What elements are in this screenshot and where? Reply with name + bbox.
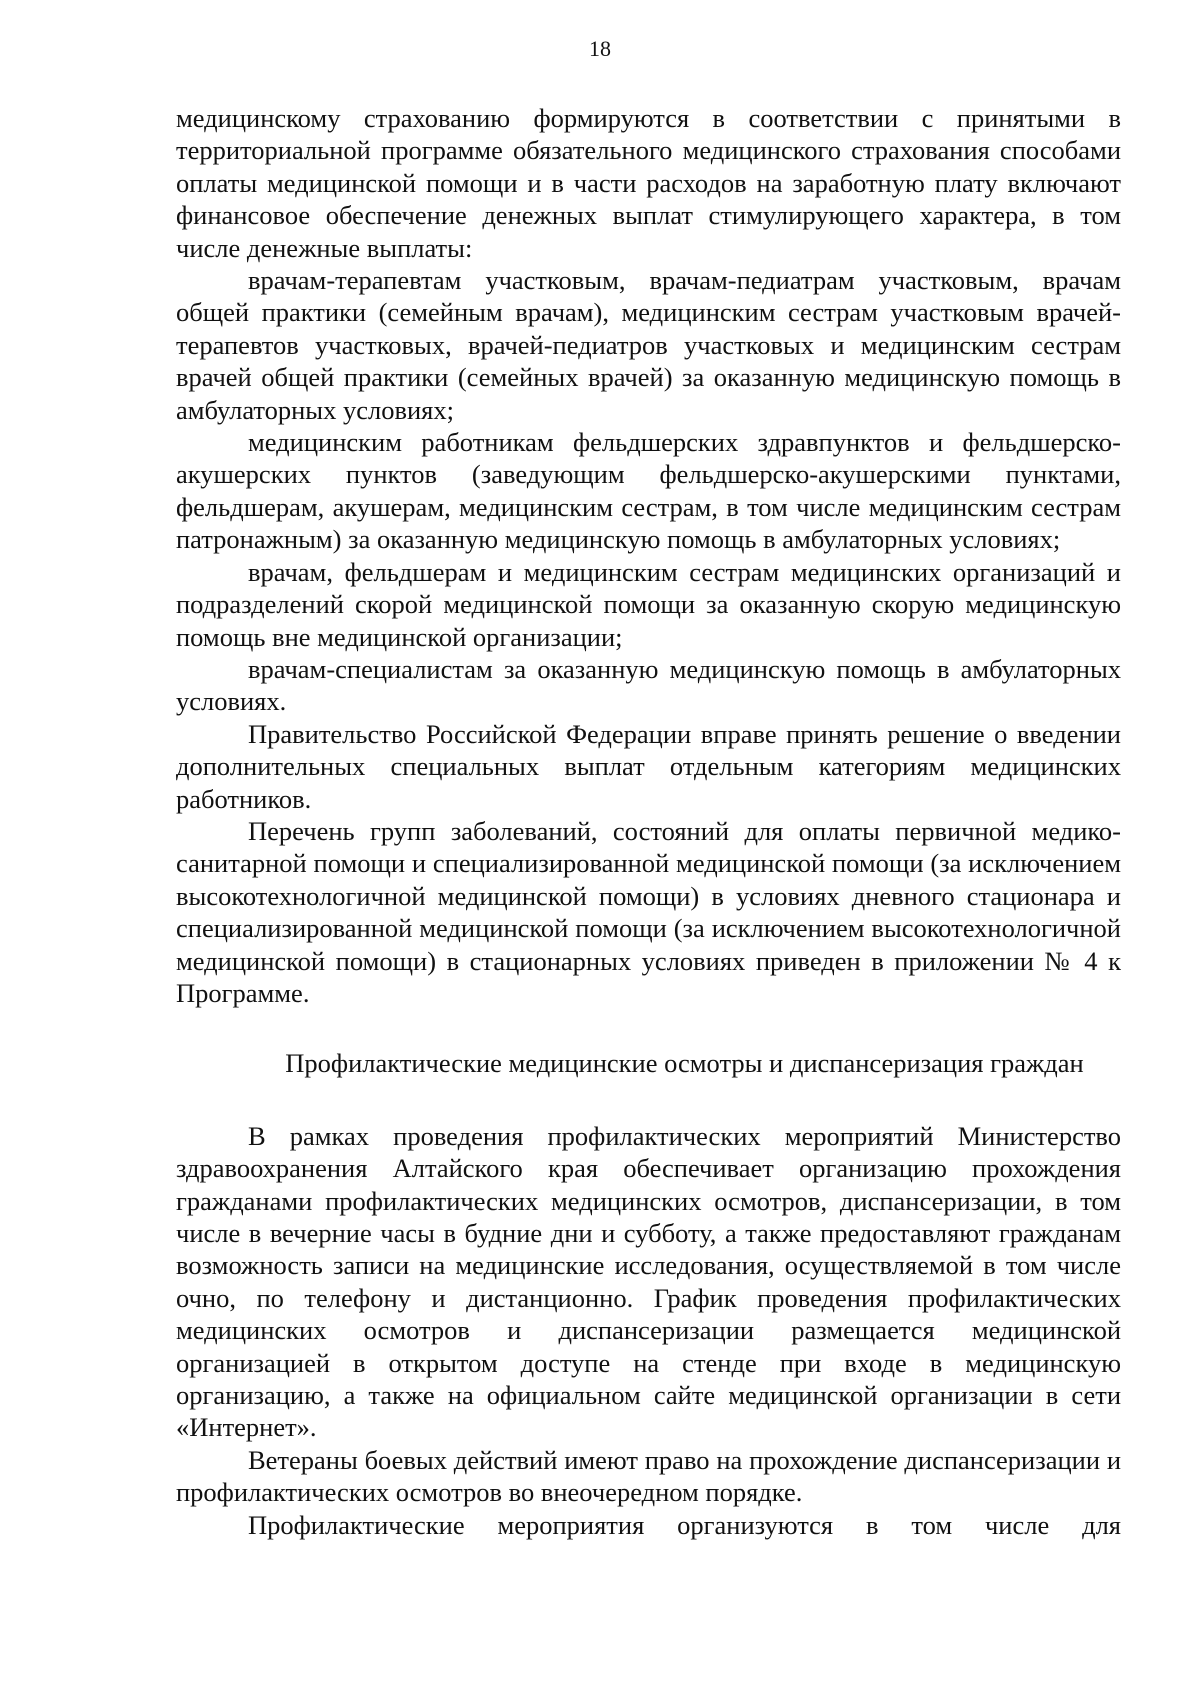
paragraph: врачам, фельдшерам и медицинским сестрам медицинских организаций и подразделений скорой медицинской помощи за оказанную скорую медицинскую помощь вне медицинской организации; <box>176 556 1121 652</box>
document-body <box>176 102 1121 1541</box>
paragraph: Перечень групп заболеваний, состояний для оплаты первичной медико-санитарной помощи и специализированной медицинской помощи (за исключением высокотехнологичной медицинской помощи) в условиях дневного стационара и специализированной медицинской помощи (за исключением высокотехнологичной медицинской помощи) в стационарных условиях приведен в приложении № 4 к Программе. <box>176 815 1121 1008</box>
paragraph: медицинскому страхованию формируются в соответствии с принятыми в территориальной программе обязательного медицинского страхования способами оплаты медицинской помощи и в части расходов на заработную плату включают финансовое обеспечение денежных выплат стимулирующего характера, в том числе денежные выплаты: <box>176 103 1121 263</box>
paragraph: В рамках проведения профилактических мероприятий Министерство здравоохранения Алтайского края обеспечивает организацию прохождения гражданами профилактических медицинских осмотров, диспансеризации, в том числе в вечерние часы в будние дни и субботу, а также предоставляют гражданам возможность записи на медицинские исследования, осуществляемой в том числе очно, по телефону и дистанционно. График проведения профилактических медицинских осмотров и диспансеризации размещается медицинской организацией в открытом доступе на стенде при входе в медицинскую организацию, а также на официальном сайте медицинской организации в сети «Интернет». <box>176 1120 1121 1443</box>
paragraph: Ветераны боевых действий имеют право на прохождение диспансеризации и профилактических осмотров во внеочередном порядке. <box>176 1444 1121 1508</box>
paragraph: врачам-терапевтам участковым, врачам-педиатрам участковым, врачам общей практики (семейным врачам), медицинским сестрам участковым врачей-терапевтов участковых, врачей-педиатров участковых и медицинским сестрам врачей общей практики (семейных врачей) за оказанную медицинскую помощь в амбулаторных условиях; <box>176 265 1121 425</box>
paragraph: врачам-специалистам за оказанную медицинскую помощь в амбулаторных условиях. <box>176 653 1121 717</box>
paragraph: Профилактические мероприятия организуются в том числе для <box>248 1509 1121 1540</box>
page-number: 18 <box>589 36 611 61</box>
paragraph: медицинским работникам фельдшерских здравпунктов и фельдшерско-акушерских пунктов (заведующим фельдшерско-акушерскими пунктами, фельдшерам, акушерам, медицинским сестрам, в том числе медицинским сестрам патронажным) за оказанную медицинскую помощь в амбулаторных условиях; <box>176 427 1121 555</box>
paragraph: Правительство Российской Федерации вправе принять решение о введении дополнительных специальных выплат отдельным категориям медицинских работников. <box>176 718 1121 814</box>
section-heading: Профилактические медицинские осмотры и диспансеризация граждан <box>285 1048 1084 1079</box>
